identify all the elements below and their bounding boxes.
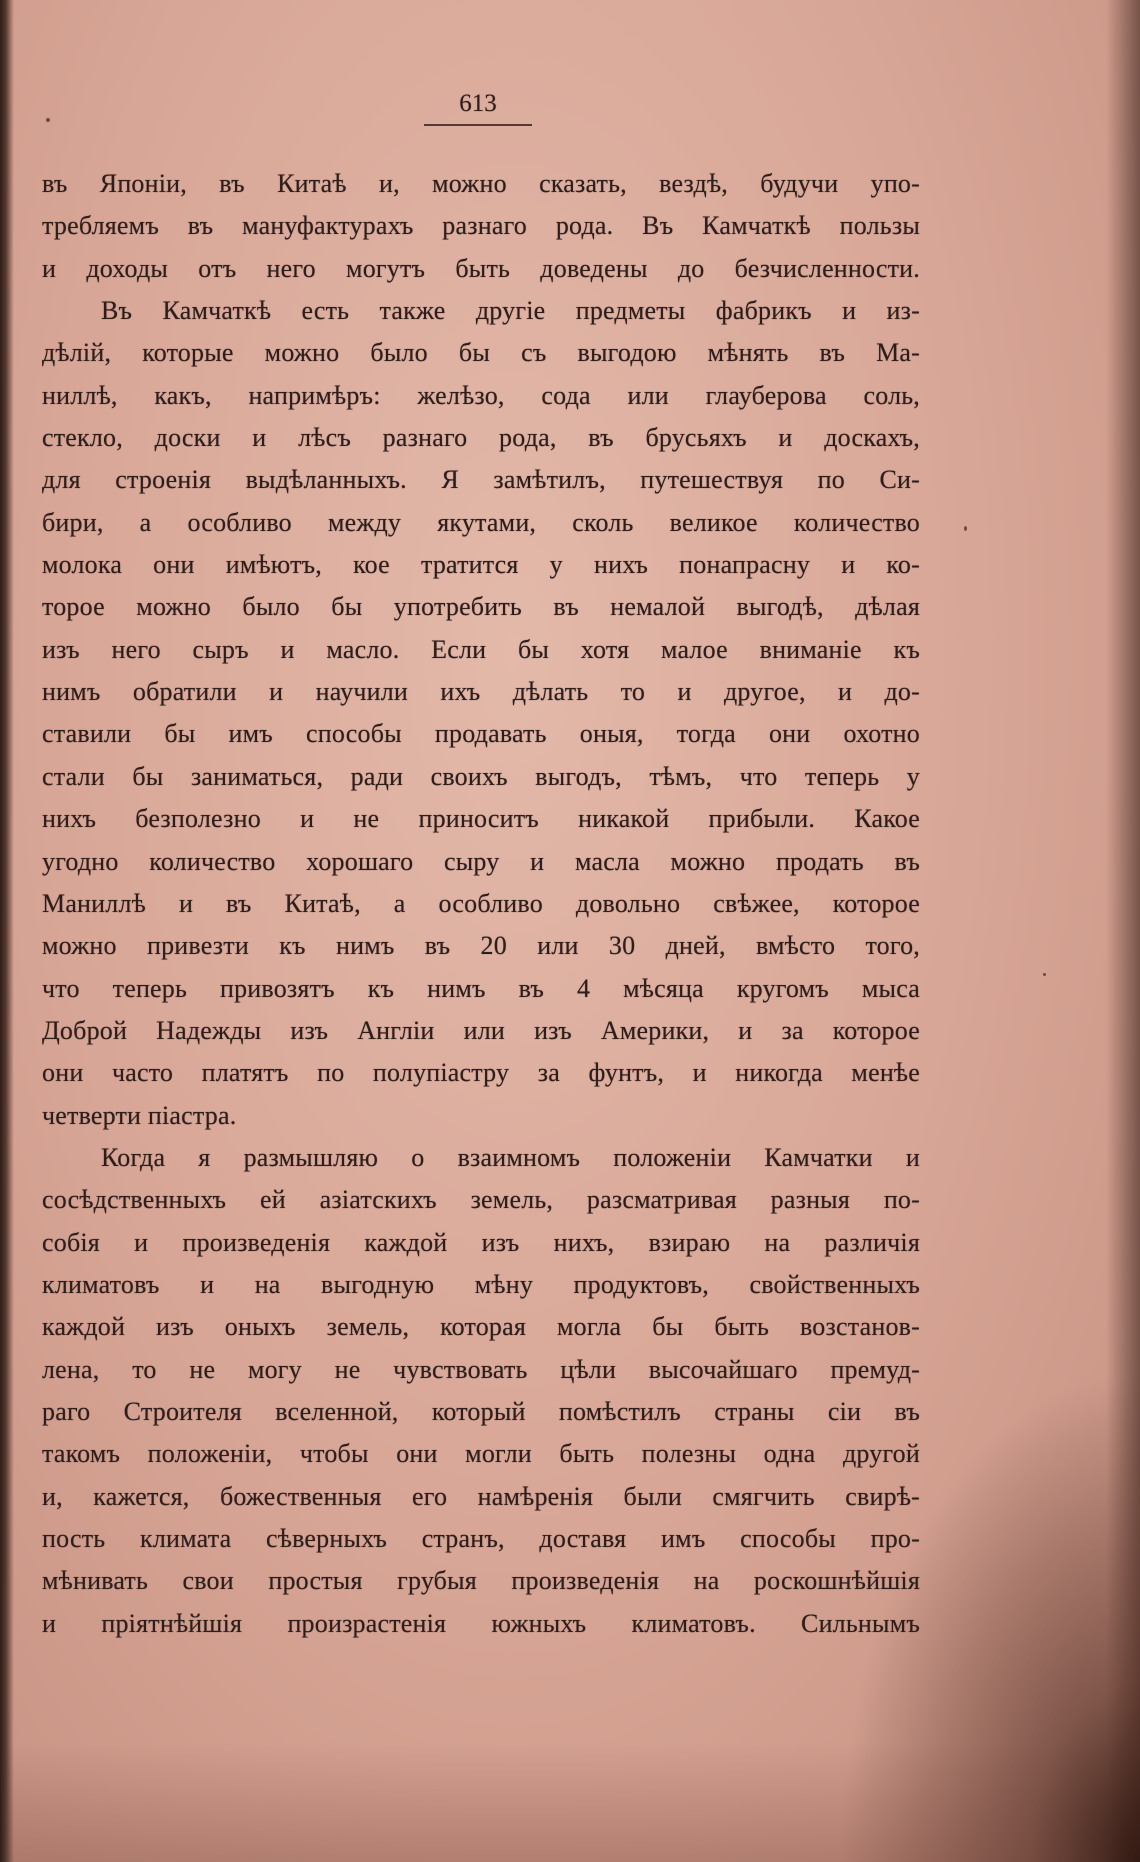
- text-line: нимъ обратили и научили ихъ дѣлать то и другое, и до-: [42, 677, 920, 707]
- text-line: угодно количество хорошаго сыру и масла можно продать въ: [42, 846, 920, 876]
- text-line: Въ Камчаткѣ есть также другіе предметы фабрикъ и из-: [101, 296, 920, 326]
- text-line: для строенія выдѣланныхъ. Я замѣтилъ, путешествуя по Си-: [42, 465, 920, 495]
- text-line: раго Строителя вселенной, который помѣстилъ страны сіи въ: [42, 1396, 920, 1426]
- text-line: они часто платятъ по полупіастру за фунтъ, и никогда менѣе: [42, 1058, 920, 1088]
- text-line: сосѣдственныхъ ей азіатскихъ земель, разсматривая разныя по-: [42, 1185, 920, 1215]
- text-line: стекло, доски и лѣсъ разнаго рода, въ брусьяхъ и доскахъ,: [42, 423, 920, 453]
- text-line: и пріятнѣйшія произрастенія южныхъ климатовъ. Сильнымъ: [42, 1608, 920, 1638]
- ink-speck: [46, 118, 50, 122]
- text-line: Когда я размышляю о взаимномъ положеніи Камчатки и: [101, 1142, 920, 1172]
- page-number-rule: [424, 124, 532, 126]
- text-line: и, кажется, божественныя его намѣренія были смягчить свирѣ-: [42, 1481, 920, 1511]
- text-line: нихъ безполезно и не приноситъ никакой прибыли. Какое: [42, 804, 920, 834]
- text-line: мѣнивать свои простыя грубыя произведенія на роскошнѣйшія: [42, 1566, 920, 1596]
- page-number: 613: [459, 90, 497, 117]
- text-line: можно привезти къ нимъ въ 20 или 30 дней, вмѣсто того,: [42, 931, 920, 961]
- text-line: собія и произведенія каждой изъ нихъ, взираю на различія: [42, 1227, 920, 1257]
- body-text: [42, 163, 920, 1645]
- paragraph: [42, 290, 920, 1137]
- text-line: бири, а особливо между якутами, сколь великое количество: [42, 507, 920, 537]
- text-line: Маниллѣ и въ Китаѣ, а особливо довольно свѣжее, которое: [42, 888, 920, 918]
- text-line: лена, то не могу не чувствовать цѣли высочайшаго премуд-: [42, 1354, 920, 1384]
- text-line: пость климата сѣверныхъ странъ, доставя имъ способы про-: [42, 1524, 920, 1553]
- text-line: молока они имѣютъ, кое тратится у нихъ понапрасну и ко-: [42, 550, 920, 580]
- text-line: четверти піастра.: [42, 1100, 237, 1130]
- text-line: такомъ положеніи, чтобы они могли быть полезны одна другой: [42, 1439, 920, 1469]
- text-line: дѣлій, которые можно было бы съ выгодою мѣнять въ Ма-: [42, 338, 920, 368]
- text-line: въ Японіи, въ Китаѣ и, можно сказать, вездѣ, будучи упо-: [42, 169, 920, 198]
- text-line: Доброй Надежды изъ Англіи или изъ Америки, и за которое: [42, 1015, 920, 1045]
- text-line: торое можно было бы употребить въ немалой выгодѣ, дѣлая: [42, 592, 920, 622]
- text-line: что теперь привозятъ къ нимъ въ 4 мѣсяца кругомъ мыса: [42, 973, 920, 1003]
- text-line: требляемъ въ мануфактурахъ разнаго рода. Въ Камчаткѣ пользы: [42, 211, 920, 241]
- paragraph: [42, 163, 920, 290]
- text-line: и доходы отъ него могутъ быть доведены до безчисленности.: [42, 253, 920, 283]
- paragraph: [42, 1137, 920, 1645]
- ink-speck: [964, 526, 967, 531]
- text-line: климатовъ и на выгодную мѣну продуктовъ, свойственныхъ: [42, 1269, 920, 1299]
- text-line: каждой изъ оныхъ земель, которая могла бы быть возстанов-: [42, 1312, 920, 1342]
- text-line: изъ него сыръ и масло. Если бы хотя малое вниманіе къ: [42, 634, 920, 664]
- text-line: ставили бы имъ способы продавать оныя, тогда они охотно: [42, 719, 920, 749]
- ink-speck: [1043, 973, 1046, 976]
- text-line: ниллѣ, какъ, напримѣръ: желѣзо, сода или глауберова соль,: [42, 380, 920, 410]
- text-line: стали бы заниматься, ради своихъ выгодъ, тѣмъ, что теперь у: [42, 761, 920, 791]
